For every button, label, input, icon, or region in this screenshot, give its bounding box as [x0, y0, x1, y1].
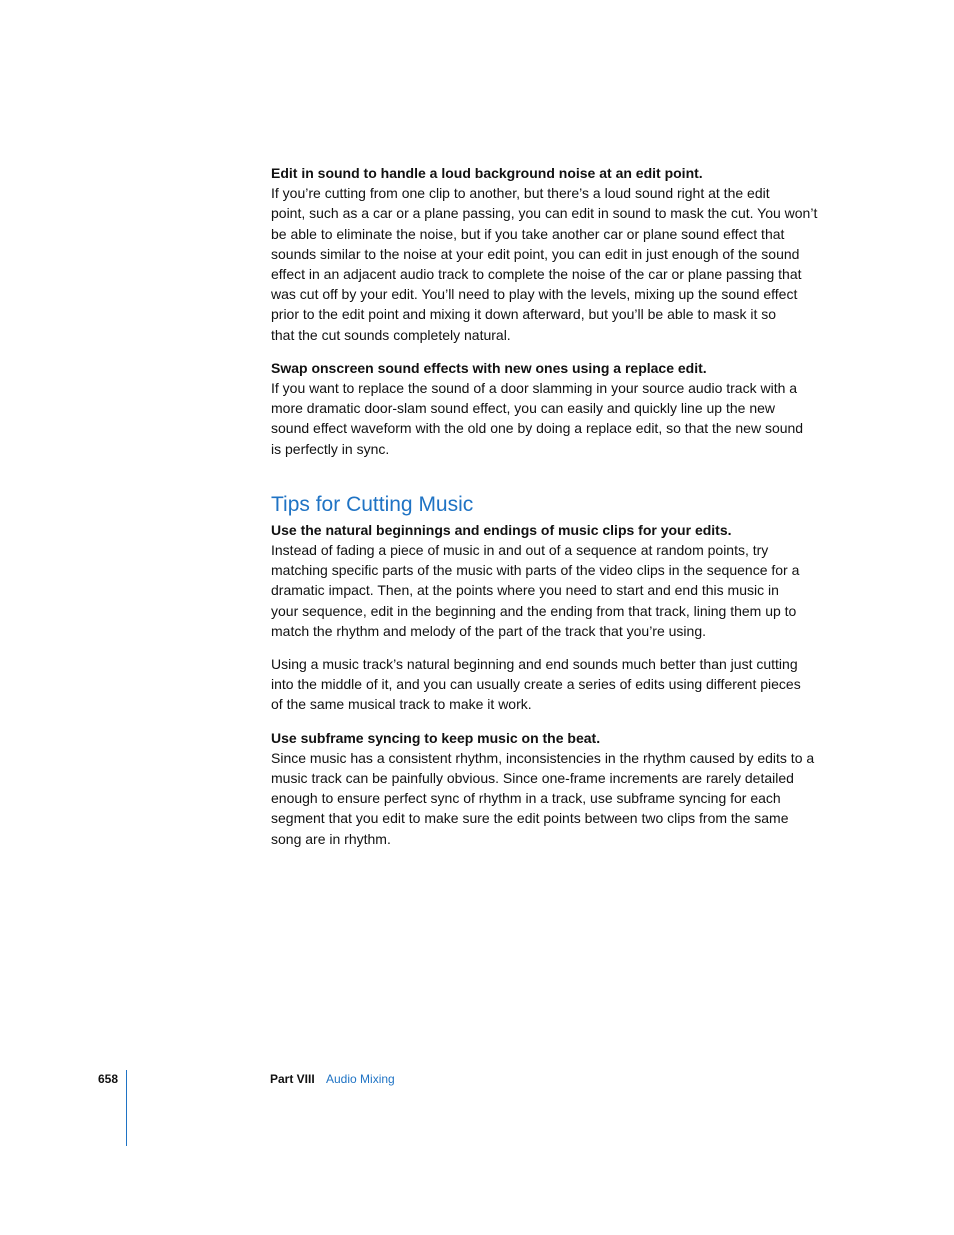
tip-heading-replace-edit: Swap onscreen sound effects with new ones using a replace edit.	[271, 359, 707, 376]
paragraph-natural-beginnings-b: Using a music track’s natural beginning and end sounds much better than just cutting into the middle of it, and you can usually create a series of edits using different pieces of the same musical track to make it work.	[271, 656, 801, 713]
page-number: 658	[98, 1072, 119, 1086]
paragraph-replace-edit: If you want to replace the sound of a door slamming in your source audio track with a more dramatic door-slam sound effect, you can easily and quickly line up the new sound effect waveform with the old one by doing a replace edit, so that the new sound is perfectly in sync.	[271, 380, 804, 457]
footer-part-label: Part VIII	[270, 1072, 315, 1086]
tip-heading-edit-in-sound: Edit in sound to handle a loud background noise at an edit point.	[271, 165, 703, 181]
page-body	[271, 163, 831, 849]
tip-heading-natural-beginnings: Use the natural beginnings and endings of music clips for your edits.	[271, 521, 732, 538]
paragraph-subframe-syncing: Since music has a consistent rhythm, inconsistencies in the rhythm caused by edits to a music track can be painfully obvious. Since one-frame increments are rarely detailed enough to ensure perfect sync of rhythm in a track, use subframe syncing for each segment that you edit to make sure the edit points between two clips from the same song are in rhythm.	[271, 749, 815, 847]
section-title-cutting-music: Tips for Cutting Music	[271, 492, 474, 516]
paragraph-natural-beginnings: Instead of fading a piece of music in and out of a sequence at random points, try matching specific parts of the music with parts of the video clips in the sequence for a dramatic impact. Then, at the points where you need to start and end this music in your sequence, edit in the beginning and the ending from that track, lining them up to match the rhythm and melody of the part of the track that you’re using.	[271, 542, 800, 639]
tip-heading-subframe-syncing: Use subframe syncing to keep music on the beat.	[271, 729, 601, 746]
footer-chapter-label: Audio Mixing	[326, 1072, 395, 1086]
paragraph-edit-in-sound: If you’re cutting from one clip to another, but there’s a loud sound right at the edit point, such as a car or a plane passing, you can edit in sound to mask the cut. You won’t be able to eliminate the noise, but if you take another car or plane sound effect that sounds similar to the noise at your edit point, you can edit in just enough of the sound effect in an adjacent audio track to complete the noise of the car or plane passing that was cut off by your edit. You’ll need to play with the levels, mixing up the sound effect prior to the edit point and mixing it down afterward, but you’ll be able to mask it so that the cut sounds completely natural.	[271, 185, 818, 343]
footer-divider	[126, 1070, 127, 1146]
